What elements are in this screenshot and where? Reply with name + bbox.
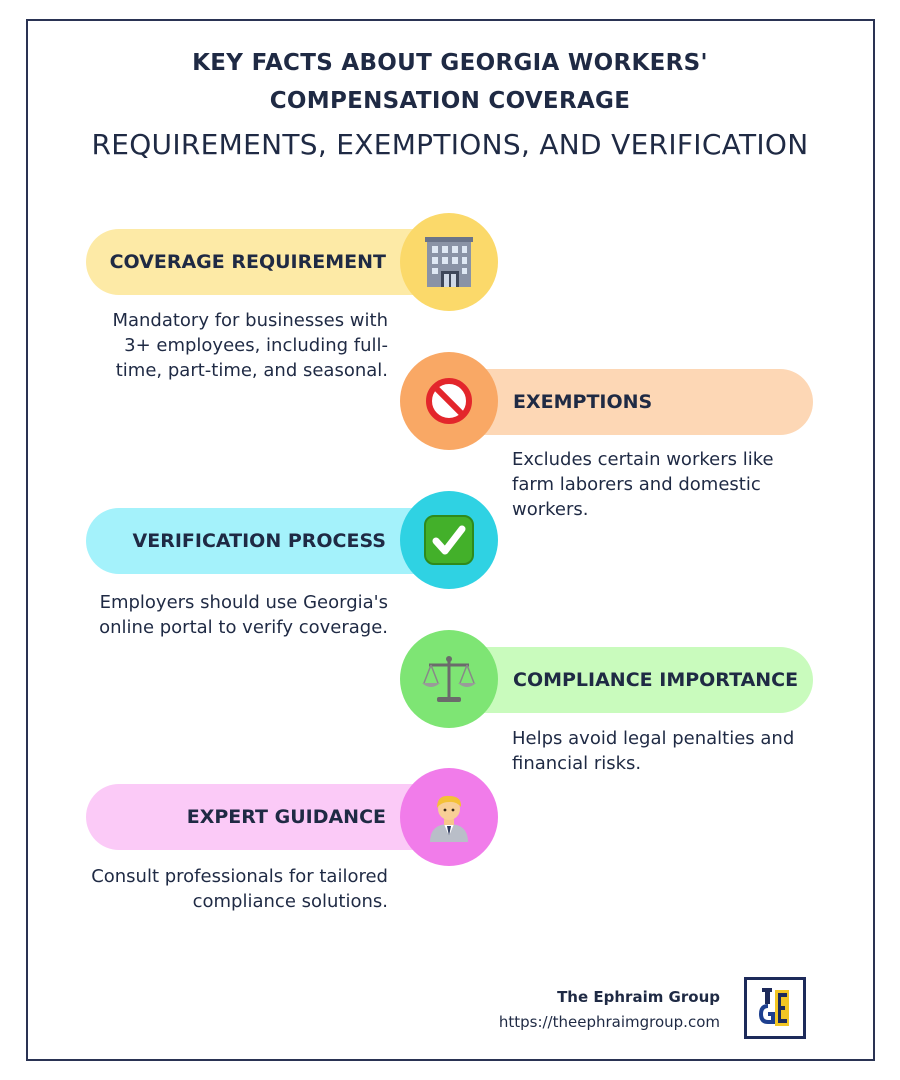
verification-process-label: VERIFICATION PROCESS xyxy=(132,530,386,552)
exemptions-circle xyxy=(400,352,498,450)
footer-company-name: The Ephraim Group xyxy=(557,988,720,1006)
compliance-importance-pill xyxy=(444,647,813,713)
coverage-requirement-description: Mandatory for businesses with 3+ employees, including full-time, part-time, and seasonal. xyxy=(112,310,388,381)
compliance-importance-circle xyxy=(400,630,498,728)
expert-guidance-label: EXPERT GUIDANCE xyxy=(186,806,386,828)
coverage-requirement-label: COVERAGE REQUIREMENT xyxy=(109,251,386,273)
page-title-line-2: COMPENSATION COVERAGE xyxy=(269,88,631,114)
coverage-requirement-circle xyxy=(400,213,498,311)
compliance-importance-description: Helps avoid legal penalties and financial risks. xyxy=(512,728,795,774)
exemptions-description: Excludes certain workers like farm laborers and domestic workers. xyxy=(512,449,774,520)
exemptions-pill xyxy=(444,369,813,435)
verification-process-description: Employers should use Georgia's online portal to verify coverage. xyxy=(99,592,388,638)
professional-person-icon xyxy=(426,792,472,842)
footer-url-link[interactable]: https://theephraimgroup.com xyxy=(498,1013,720,1031)
page-subtitle: REQUIREMENTS, EXEMPTIONS, AND VERIFICATION xyxy=(91,128,809,161)
office-building-icon xyxy=(423,235,475,289)
compliance-importance-label: COMPLIANCE IMPORTANCE xyxy=(513,669,799,691)
expert-guidance-circle xyxy=(400,768,498,866)
teg-logo-icon xyxy=(747,980,803,1036)
prohibited-icon xyxy=(424,376,474,426)
check-mark-icon xyxy=(423,514,475,566)
company-logo xyxy=(744,977,806,1039)
exemptions-label: EXEMPTIONS xyxy=(513,391,653,413)
expert-guidance-description: Consult professionals for tailored compliance solutions. xyxy=(91,866,388,912)
balance-scale-icon xyxy=(421,653,477,705)
verification-process-circle xyxy=(400,491,498,589)
page-title-line-1: KEY FACTS ABOUT GEORGIA WORKERS' xyxy=(192,50,708,76)
